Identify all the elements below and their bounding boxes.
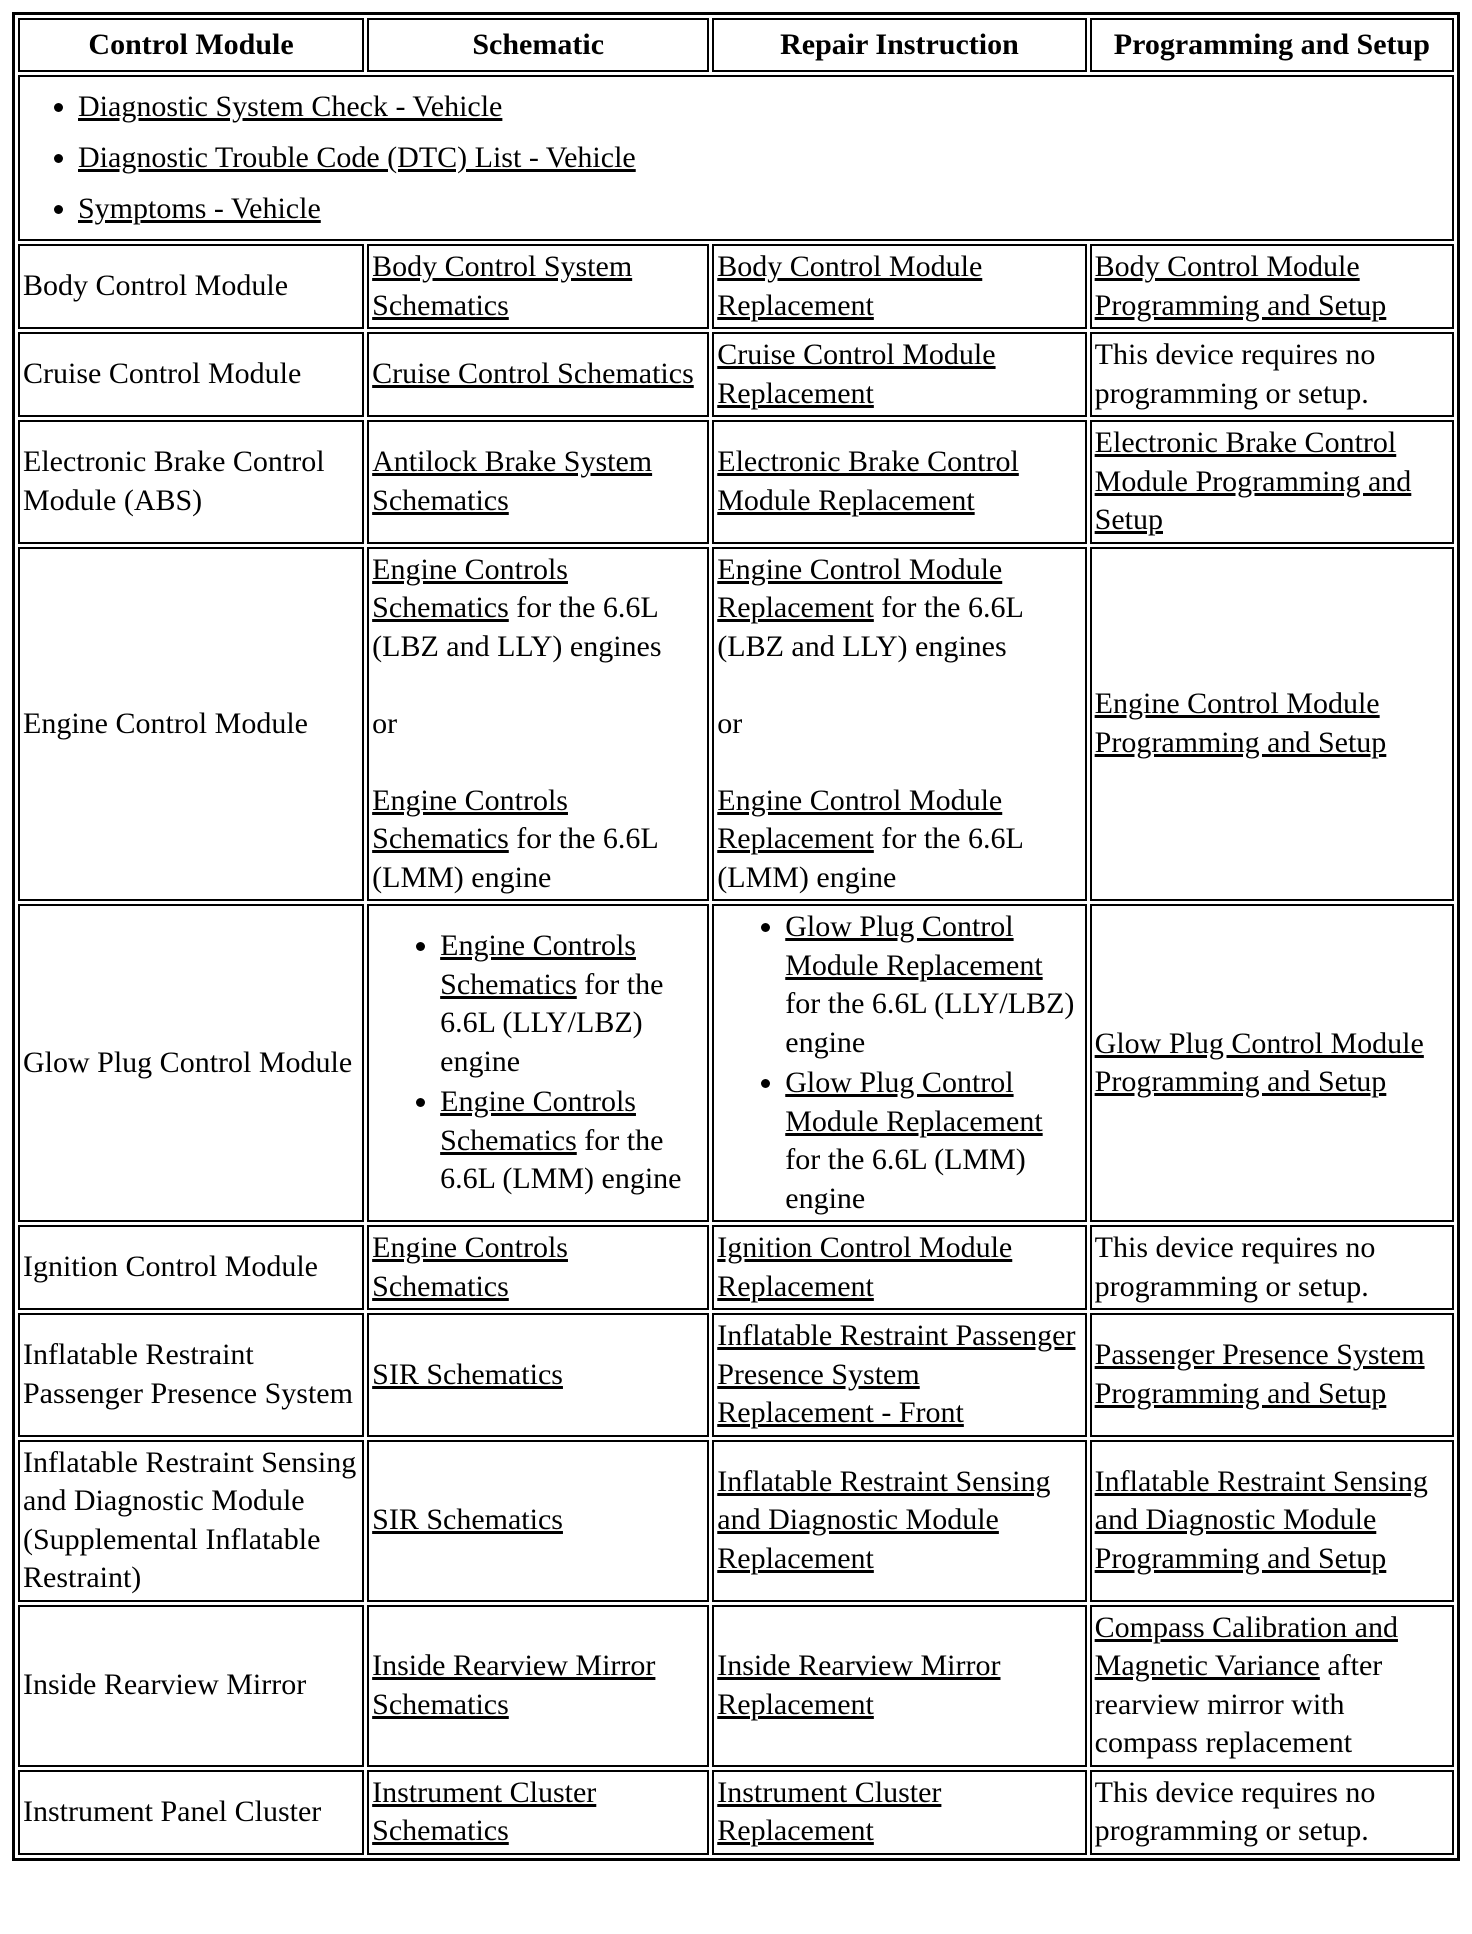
paragraph bbox=[372, 1647, 704, 1724]
programming-cell bbox=[1090, 420, 1454, 544]
repair-cell bbox=[712, 1605, 1086, 1767]
table-row bbox=[18, 1605, 1454, 1767]
schematic-link[interactable]: Cruise Control Schematics bbox=[372, 357, 694, 391]
header-schematic: Schematic bbox=[367, 18, 709, 72]
list-item bbox=[785, 908, 1081, 1062]
schematic-link[interactable]: Engine Controls Schematics bbox=[372, 1231, 568, 1303]
table-row bbox=[18, 332, 1454, 417]
schematic-cell bbox=[367, 1313, 709, 1437]
programming-cell bbox=[1090, 1770, 1454, 1855]
paragraph bbox=[372, 443, 704, 520]
paragraph bbox=[717, 336, 1081, 413]
repair-text: for the 6.6L (LLY/LBZ) engine bbox=[785, 987, 1075, 1059]
programming-text: after rearview mirror with compass replacement bbox=[1094, 1649, 1383, 1759]
control-module-cell: Electronic Brake Control Module (ABS) bbox=[18, 420, 364, 544]
schematic-text: for the 6.6L (LMM) engine bbox=[372, 822, 658, 894]
control-module-cell: Ignition Control Module bbox=[18, 1225, 364, 1310]
programming-link[interactable]: Compass Calibration and Magnetic Variance bbox=[1094, 1610, 1398, 1682]
control-module-cell: Inflatable Restraint Sensing and Diagnostic Module (Supplemental Inflatable Restraint) bbox=[18, 1440, 364, 1602]
schematic-list bbox=[372, 927, 704, 1199]
vehicle-links-row bbox=[18, 75, 1454, 241]
repair-link[interactable]: Inflatable Restraint Sensing and Diagnostic Module Replacement bbox=[717, 1464, 1051, 1575]
schematic-cell bbox=[367, 547, 709, 902]
repair-text: for the 6.6L (LMM) engine bbox=[717, 822, 1023, 894]
paragraph bbox=[372, 1501, 704, 1540]
paragraph bbox=[372, 1774, 704, 1851]
programming-link[interactable]: Body Control Module Programming and Setup bbox=[1094, 250, 1387, 322]
diagnostic-system-check-link[interactable]: Diagnostic System Check - Vehicle bbox=[78, 90, 503, 123]
repair-cell bbox=[712, 244, 1086, 329]
repair-cell bbox=[712, 332, 1086, 417]
table-row bbox=[18, 1313, 1454, 1437]
schematic-link[interactable]: Engine Controls Schematics bbox=[440, 929, 636, 1001]
paragraph bbox=[717, 782, 1081, 898]
list-item bbox=[440, 927, 704, 1081]
paragraph bbox=[372, 1229, 704, 1306]
schematic-link[interactable]: Engine Controls Schematics bbox=[372, 552, 568, 624]
paragraph bbox=[1095, 1463, 1449, 1579]
header-control-module: Control Module bbox=[18, 18, 364, 72]
control-module-cell: Cruise Control Module bbox=[18, 332, 364, 417]
paragraph bbox=[717, 1463, 1081, 1579]
paragraph bbox=[717, 1317, 1081, 1433]
programming-cell bbox=[1090, 904, 1454, 1222]
control-module-cell: Inflatable Restraint Passenger Presence System bbox=[18, 1313, 364, 1437]
dtc-list-link[interactable]: Diagnostic Trouble Code (DTC) List - Vehicle bbox=[78, 141, 636, 174]
schematic-cell bbox=[367, 1440, 709, 1602]
schematic-link[interactable]: Inside Rearview Mirror Schematics bbox=[372, 1649, 656, 1721]
schematic-link[interactable]: SIR Schematics bbox=[372, 1503, 563, 1537]
schematic-cell bbox=[367, 244, 709, 329]
repair-list bbox=[717, 908, 1081, 1218]
programming-link[interactable]: Engine Control Module Programming and Setup bbox=[1094, 687, 1387, 759]
paragraph bbox=[717, 551, 1081, 667]
paragraph bbox=[717, 248, 1081, 325]
repair-text: for the 6.6L (LBZ and LLY) engines bbox=[717, 591, 1023, 663]
header-repair-instruction: Repair Instruction bbox=[712, 18, 1086, 72]
programming-cell bbox=[1090, 1225, 1454, 1310]
schematic-link[interactable]: Instrument Cluster Schematics bbox=[372, 1775, 597, 1847]
schematic-text: or bbox=[372, 706, 398, 740]
schematic-cell bbox=[367, 1605, 709, 1767]
programming-cell bbox=[1090, 332, 1454, 417]
schematic-cell bbox=[367, 1770, 709, 1855]
paragraph bbox=[717, 1774, 1081, 1851]
schematic-link[interactable]: Engine Controls Schematics bbox=[372, 783, 568, 855]
list-item bbox=[78, 186, 1449, 232]
control-module-table bbox=[12, 12, 1460, 1861]
symptoms-link[interactable]: Symptoms - Vehicle bbox=[78, 192, 321, 225]
repair-text: for the 6.6L (LMM) engine bbox=[785, 1143, 1026, 1215]
paragraph bbox=[372, 1356, 704, 1395]
programming-cell bbox=[1090, 547, 1454, 902]
schematic-link[interactable]: Antilock Brake System Schematics bbox=[372, 445, 653, 517]
programming-cell bbox=[1090, 244, 1454, 329]
paragraph bbox=[717, 705, 1081, 744]
paragraph bbox=[1095, 424, 1449, 540]
control-module-cell: Engine Control Module bbox=[18, 547, 364, 902]
repair-cell bbox=[712, 1440, 1086, 1602]
programming-text: This device requires no programming or setup. bbox=[1094, 338, 1376, 410]
control-module-cell: Instrument Panel Cluster bbox=[18, 1770, 364, 1855]
paragraph bbox=[1095, 248, 1449, 325]
repair-link[interactable]: Body Control Module Replacement bbox=[717, 250, 983, 322]
table-row bbox=[18, 420, 1454, 544]
programming-text: This device requires no programming or setup. bbox=[1094, 1231, 1376, 1303]
schematic-text: for the 6.6L (LMM) engine bbox=[440, 1123, 682, 1196]
paragraph bbox=[372, 782, 704, 898]
paragraph bbox=[1095, 1774, 1449, 1851]
programming-link[interactable]: Inflatable Restraint Sensing and Diagnostic Module Programming and Setup bbox=[1094, 1464, 1428, 1575]
schematic-link[interactable]: SIR Schematics bbox=[372, 1357, 563, 1391]
schematic-text: for the 6.6L (LLY/LBZ) engine bbox=[440, 967, 664, 1078]
paragraph bbox=[372, 355, 704, 394]
paragraph bbox=[1095, 1229, 1449, 1306]
table-row bbox=[18, 1770, 1454, 1855]
vehicle-links-cell bbox=[18, 75, 1454, 241]
paragraph bbox=[1095, 1336, 1449, 1413]
vehicle-links-list bbox=[23, 84, 1449, 232]
schematic-text: for the 6.6L (LBZ and LLY) engines bbox=[372, 591, 662, 663]
repair-link[interactable]: Instrument Cluster Replacement bbox=[717, 1775, 942, 1847]
header-row bbox=[18, 18, 1454, 72]
schematic-link[interactable]: Body Control System Schematics bbox=[372, 250, 633, 322]
repair-link[interactable]: Inside Rearview Mirror Replacement bbox=[717, 1649, 1001, 1721]
paragraph bbox=[717, 443, 1081, 520]
repair-cell bbox=[712, 1313, 1086, 1437]
schematic-cell bbox=[367, 904, 709, 1222]
paragraph bbox=[717, 1229, 1081, 1306]
programming-link[interactable]: Electronic Brake Control Module Programming and Setup bbox=[1094, 426, 1412, 536]
table-row bbox=[18, 1440, 1454, 1602]
paragraph bbox=[1095, 1025, 1449, 1102]
list-item bbox=[785, 1064, 1081, 1218]
repair-text: or bbox=[717, 706, 743, 740]
repair-link[interactable]: Glow Plug Control Module Replacement bbox=[785, 1066, 1043, 1138]
paragraph bbox=[717, 1647, 1081, 1724]
header-programming-setup: Programming and Setup bbox=[1090, 18, 1454, 72]
repair-cell bbox=[712, 904, 1086, 1222]
repair-link[interactable]: Engine Control Module Replacement bbox=[717, 783, 1003, 855]
repair-link[interactable]: Electronic Brake Control Module Replacement bbox=[717, 445, 1019, 517]
schematic-link[interactable]: Engine Controls Schematics bbox=[440, 1085, 636, 1157]
list-item bbox=[78, 135, 1449, 181]
programming-cell bbox=[1090, 1313, 1454, 1437]
schematic-cell bbox=[367, 420, 709, 544]
paragraph bbox=[1095, 1609, 1449, 1763]
repair-link[interactable]: Ignition Control Module Replacement bbox=[717, 1231, 1013, 1303]
paragraph bbox=[372, 248, 704, 325]
schematic-cell bbox=[367, 332, 709, 417]
repair-cell bbox=[712, 420, 1086, 544]
paragraph bbox=[372, 705, 704, 744]
schematic-cell bbox=[367, 1225, 709, 1310]
repair-cell bbox=[712, 1770, 1086, 1855]
repair-link[interactable]: Engine Control Module Replacement bbox=[717, 552, 1003, 624]
control-module-cell: Glow Plug Control Module bbox=[18, 904, 364, 1222]
paragraph bbox=[372, 551, 704, 667]
control-module-cell: Inside Rearview Mirror bbox=[18, 1605, 364, 1767]
paragraph bbox=[1095, 685, 1449, 762]
programming-cell bbox=[1090, 1605, 1454, 1767]
repair-link[interactable]: Glow Plug Control Module Replacement bbox=[785, 910, 1043, 982]
programming-text: This device requires no programming or setup. bbox=[1094, 1775, 1376, 1847]
programming-link[interactable]: Passenger Presence System Programming and Setup bbox=[1094, 1338, 1425, 1410]
repair-link[interactable]: Inflatable Restraint Passenger Presence System Replacement - Front bbox=[717, 1319, 1076, 1429]
table-row bbox=[18, 244, 1454, 329]
programming-cell bbox=[1090, 1440, 1454, 1602]
list-item bbox=[440, 1083, 704, 1199]
table-row bbox=[18, 904, 1454, 1222]
repair-cell bbox=[712, 547, 1086, 902]
list-item bbox=[78, 84, 1449, 130]
programming-link[interactable]: Glow Plug Control Module Programming and Setup bbox=[1094, 1026, 1424, 1098]
repair-link[interactable]: Cruise Control Module Replacement bbox=[717, 338, 996, 410]
table-row bbox=[18, 1225, 1454, 1310]
table-row bbox=[18, 547, 1454, 902]
control-module-cell: Body Control Module bbox=[18, 244, 364, 329]
repair-cell bbox=[712, 1225, 1086, 1310]
paragraph bbox=[1095, 336, 1449, 413]
